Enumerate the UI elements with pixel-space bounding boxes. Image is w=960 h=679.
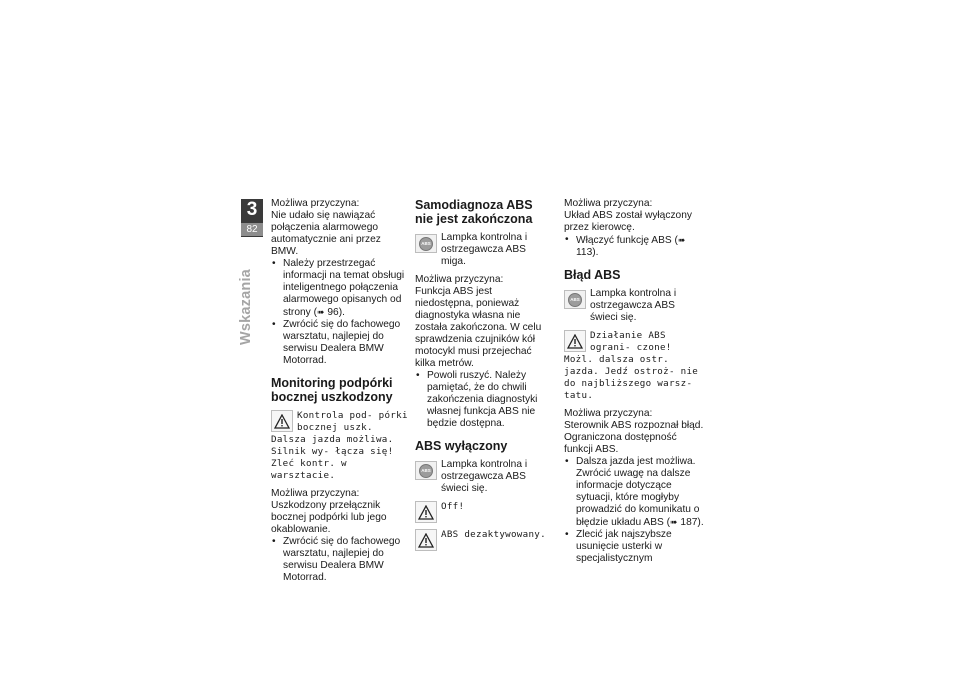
list-item: • Należy przestrzegać informacji na temat obsługi inteligentnego połączenia alarmowego opisanych od strony (➠ 96).: [271, 258, 408, 319]
display-text: Działanie ABS ograni- czone! Możl. dalsza ostr. jazda. Jedź ostroż- nie do najbliższego warsz- tatu.: [564, 330, 699, 401]
list-item: • Włączyć funkcję ABS (➠ 113).: [564, 234, 704, 259]
page-ref-link[interactable]: 187: [680, 517, 698, 528]
cause-label: Możliwa przyczyna:: [564, 198, 653, 209]
cause-label: Możliwa przyczyna:: [415, 274, 504, 285]
section-heading: Błąd ABS: [564, 268, 621, 282]
list-item: • Zwrócić się do fachowego warsztatu, najlepiej do serwisu Dealera BMW Motorrad.: [271, 319, 408, 367]
cause-text: Sterownik ABS rozpoznał błąd. Ograniczona dostępność funkcji ABS.: [564, 420, 704, 455]
cause-text: Układ ABS został wyłączony przez kierowcę.: [564, 210, 692, 233]
warning-triangle-icon: [564, 330, 586, 352]
section-heading: ABS wyłączony: [415, 439, 508, 453]
abs-warning-lamp-icon: ABS: [564, 290, 586, 309]
cause-text: Nie udało się nawiązać połączenia alarmowego automatycznie ani przez BMW.: [271, 210, 381, 257]
indicator-row: [564, 288, 704, 324]
cause-text: Uszkodzony przełącznik bocznej podpórki lub jego okablowanie.: [271, 500, 387, 535]
section-heading: Monitoring podpórki bocznej uszkodzony: [271, 376, 393, 404]
indicator-row: [415, 459, 553, 495]
abs-warning-lamp-icon: ABS: [415, 234, 437, 253]
cause-label: Możliwa przyczyna:: [564, 408, 653, 419]
bullet-list: [415, 370, 553, 430]
bullet-list: [564, 234, 704, 259]
indicator-text: Lampka kontrolna i ostrzegawcza ABS miga.: [441, 232, 528, 267]
page-ref-link[interactable]: 113: [576, 247, 593, 258]
indicator-text: Lampka kontrolna i ostrzegawcza ABS świeci się.: [590, 288, 677, 323]
page-ref-arrow-icon: ➠: [677, 235, 686, 245]
cause-label: Możliwa przyczyna:: [271, 488, 360, 499]
display-text: Kontrola pod- pórki bocznej uszk. Dalsza jazda możliwa. Silnik wy- łącza się! Zleć kontr. w warsztacie.: [271, 410, 408, 481]
display-text: ABS dezaktywowany.: [441, 529, 546, 540]
display-message: [271, 410, 408, 482]
column-3: [564, 198, 704, 565]
display-text: Off!: [441, 501, 465, 512]
section-heading: Samodiagnoza ABS nie jest zakończona: [415, 198, 533, 226]
chapter-title: Wskazania: [238, 269, 254, 345]
bullet-list: [271, 536, 408, 584]
abs-warning-lamp-icon: ABS: [415, 461, 437, 480]
display-message: [564, 330, 704, 402]
list-item: • Zlecić jak najszybsze usunięcie usterki w specjalistycznym: [564, 529, 704, 565]
column-1: [271, 198, 408, 584]
list-item: • Dalsza jazda jest możliwa. Zwrócić uwagę na dalsze informacje dotyczące sytuacji, które mogłyby prowadzić do komunikatu o błędzie układu ABS (➠ 187).: [564, 456, 704, 529]
bullet-list: [564, 456, 704, 565]
list-item: • Zwrócić się do fachowego warsztatu, najlepiej do serwisu Dealera BMW Motorrad.: [271, 536, 408, 584]
chapter-number: 3: [246, 199, 258, 220]
indicator-row: [415, 232, 553, 268]
bullet-list: [271, 258, 408, 367]
page-ref-arrow-icon: ➠: [670, 517, 678, 527]
page-number: 82: [241, 223, 263, 236]
list-item: • Powoli ruszyć. Należy pamiętać, że do chwili zakończenia diagnostyki własnej funkcja ABS nie będzie dostępna.: [415, 370, 553, 430]
page-ref-arrow-icon: ➠: [316, 307, 325, 317]
indicator-text: Lampka kontrolna i ostrzegawcza ABS świeci się.: [441, 459, 528, 494]
cause-label: Możliwa przyczyna:: [271, 198, 360, 209]
warning-triangle-icon: [415, 529, 437, 551]
display-message: [415, 529, 553, 551]
warning-triangle-icon: [271, 410, 293, 432]
chapter-tab: [241, 199, 263, 237]
display-message: [415, 501, 553, 523]
column-2: [415, 198, 553, 557]
cause-text: Funkcja ABS jest niedostępna, ponieważ diagnostyka własna nie została zakończona. W celu sprawdzenia czujników kół motocykl musi przejechać kilka metrów.: [415, 286, 542, 369]
page-ref-link[interactable]: 96: [327, 307, 339, 318]
warning-triangle-icon: [415, 501, 437, 523]
